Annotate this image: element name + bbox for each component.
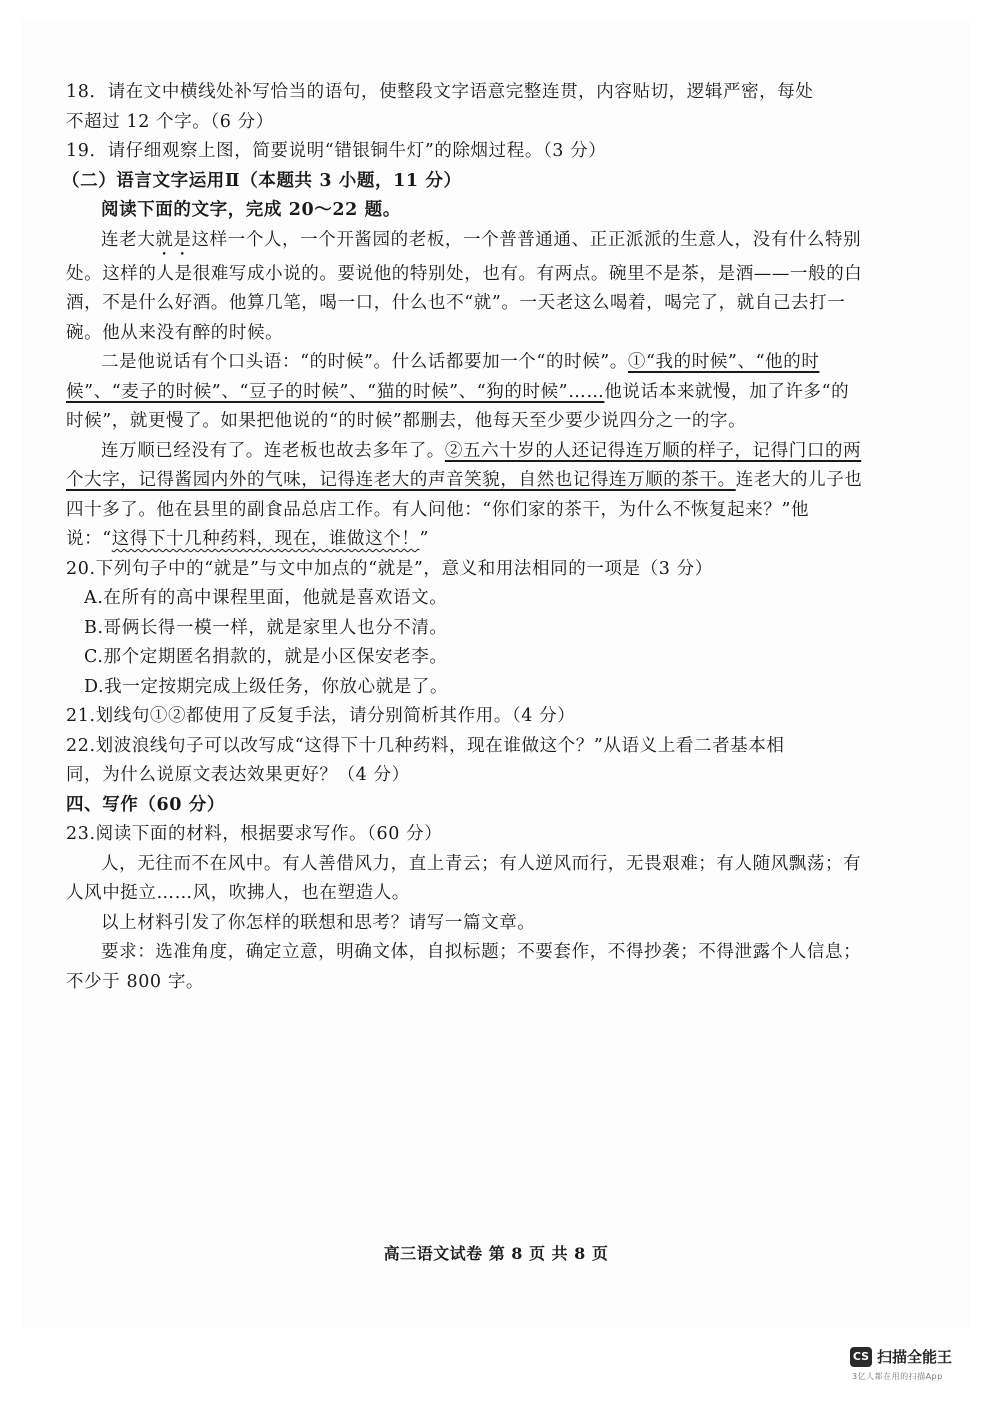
- section-4-title: 四、写作（60 分）: [66, 794, 225, 815]
- p1-post: 这样一个人，一个开酱园的老板，一个普普通通、正正派派的生意人，没有什么特别处。这样的人是很难写成小说的。要说他的特别处，也有。有两点。碗里不是茶，是酒——一般的白酒，不是什么好酒。他算几笔，喝一口，什么也不“就”。一天老这么喝着，喝完了，就自己去打一碗。他从来没有醉的时候。: [66, 229, 863, 343]
- question-23-material: 人，无往而不在风中。有人善借风力，直上青云；有人逆风而行，无畏艰难；有人随风飘荡；有人风中挺立……风，吹拂人，也在塑造人。: [66, 853, 862, 903]
- underlined-sentence-2: ②五六十岁的人还记得连万顺的样子，记得门口的两个大字，记得酱园内外的气味，记得连老大的声音笑貌，自然也记得连万顺的茶干。: [66, 440, 862, 490]
- question-20-option-a: A.在所有的高中课程里面，他就是喜欢语文。: [84, 588, 448, 608]
- question-18-line1: 18．请在文中横线处补写恰当的语句，使整段文字语意完整连贯，内容贴切，逻辑严密，每处: [66, 82, 814, 102]
- p3-mid: 连老大的儿子也四十多了。他在县里的副食品总店工作。有人问他：“你们家的茶干，为什么不恢复起来？”他说：“: [66, 470, 863, 549]
- question-20-option-b: B.哥俩长得一模一样，就是家里人也分不清。: [84, 617, 448, 638]
- p3-pre: 连万顺已经没有了。连老板也故去多年了。: [101, 440, 445, 461]
- question-23-prompt: 以上材料引发了你怎样的联想和思考？请写一篇文章。: [101, 912, 536, 933]
- passage-paragraph-3: [66, 437, 866, 555]
- question-23-stem: 23.阅读下面的材料，根据要求写作。（60 分）: [66, 824, 443, 844]
- question-19: 19．请仔细观察上图，简要说明“错银铜牛灯”的除烟过程。（3 分）: [66, 141, 607, 161]
- scanner-watermark: [850, 1346, 970, 1382]
- watermark-tagline: 3亿人都在用的扫描App: [852, 1372, 943, 1381]
- question-22-line2: 同，为什么说原文表达效果更好？（4 分）: [66, 765, 410, 785]
- p1-pre: 连老大: [101, 229, 156, 250]
- watermark-app-name: 扫描全能王: [877, 1348, 953, 1366]
- passage-paragraph-2: [66, 348, 866, 437]
- watermark-row: [850, 1346, 970, 1367]
- dotted-jiushi: 就是: [155, 229, 192, 250]
- question-20-option-c: C.那个定期匿名捐款的，就是小区保安老李。: [84, 647, 448, 667]
- question-18-line2: 不超过 12 个字。（6 分）: [66, 111, 274, 132]
- section-2-instruction: 阅读下面的文字，完成 20～22 题。: [101, 200, 401, 220]
- wavy-sentence: 这得下十几种药料，现在，谁做这个！: [111, 529, 420, 549]
- p2-pre: 二是他说话有个口头语：“的时候”。什么话都要加一个“的时候”。: [101, 352, 628, 372]
- underlined-sentence-1: ①“我的时候”、“他的时候”、“麦子的时候”、“豆子的时候”、“猫的时候”、“狗的时候”……: [66, 352, 820, 402]
- question-22-line1: 22.划波浪线句子可以改写成“这得下十几种药料，现在谁做这个？”从语义上看二者基本相: [66, 735, 785, 756]
- page-footer: 高三语文试卷 第 8 页 共 8 页: [383, 1244, 609, 1263]
- passage-paragraph-1: [66, 226, 866, 349]
- question-20-option-d: D.我一定按期完成上级任务，你放心就是了。: [84, 676, 449, 697]
- page-content: [62, 78, 866, 997]
- question-20-stem: 20.下列句子中的“就是”与文中加点的“就是”，意义和用法相同的一项是（3 分）: [66, 558, 713, 579]
- p3-post: ”: [419, 529, 429, 549]
- section-2-title: （二）语言文字运用Ⅱ（本题共 3 小题，11 分）: [62, 170, 462, 191]
- question-23-requirements: 要求：选准角度，确定立意，明确文体，自拟标题；不要套作，不得抄袭；不得泄露个人信息；不少于 800 字。: [66, 942, 862, 992]
- p2-post: 他说话本来就慢，加了许多“的时候”，就更慢了。如果把他说的“的时候”都删去，他每天至少要少说四分之一的字。: [66, 381, 850, 431]
- question-21: 21.划线句①②都使用了反复手法，请分别简析其作用。（4 分）: [66, 706, 576, 726]
- camscanner-logo-icon: CS: [850, 1347, 872, 1367]
